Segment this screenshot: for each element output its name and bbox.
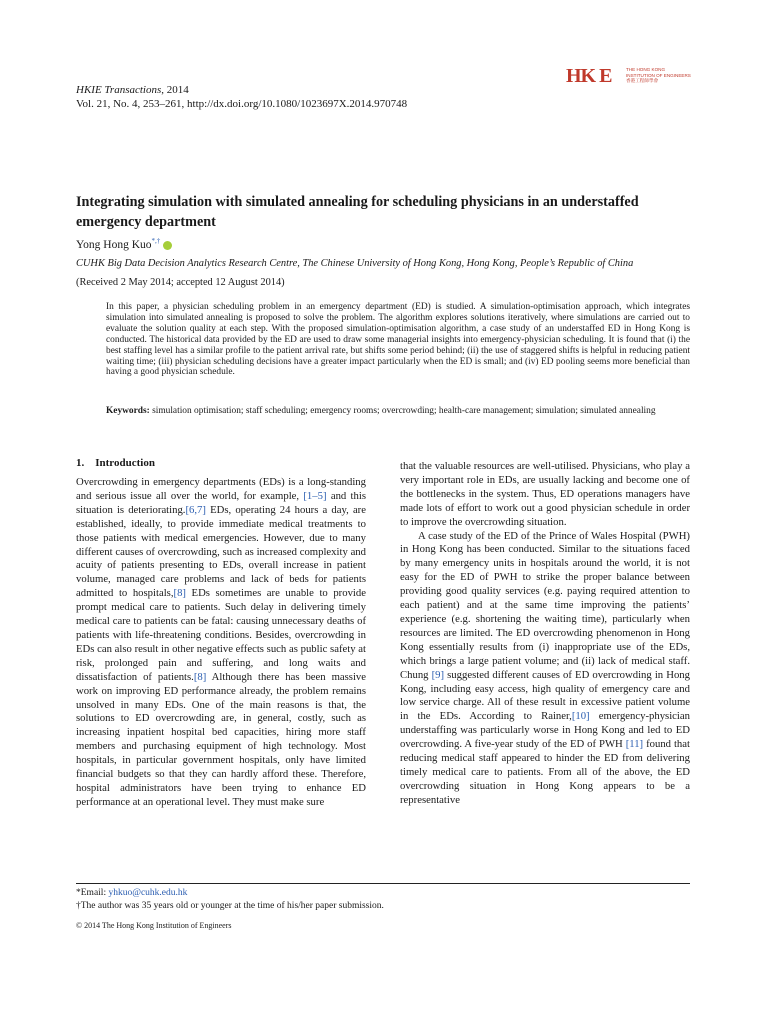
column-right [400, 460, 690, 808]
doi-line: Vol. 21, No. 4, 253–261, http://dx.doi.org/10.1080/1023697X.2014.970748 [76, 98, 408, 110]
keywords-text: simulation optimisation; staff scheduling; emergency rooms; overcrowding; health-care management; simulation; simulated annealing [152, 406, 656, 416]
journal-name: HKIE Transactions [76, 84, 162, 96]
citation-link[interactable]: [8] [173, 587, 186, 600]
author-name: Yong Hong Kuo [76, 238, 152, 251]
citation-link[interactable]: [8] [193, 670, 207, 683]
section-heading: 1. Introduction [76, 457, 155, 469]
intro-paragraph-continued: that the valuable resources are well-utilised. Physicians, who play a very important role in EDs, are usually lacking and become one of the bottlenecks in the system. Thus, ED operations managers have made lots of effort to work out a good physician schedule in order to improve the overcrowding situation. [400, 460, 690, 528]
footnotes [76, 887, 384, 912]
citation-link[interactable]: [11] [625, 738, 644, 751]
email-link[interactable]: yhkuo@cuhk.edu.hk [108, 888, 188, 898]
journal-citation [76, 83, 407, 111]
intro-paragraph-2: A case study of the ED of the Prince of Wales Hospital (PWH) in Hong Kong has been conducted. Similar to the situations faced by many emergency units in hospitals around the world, it is not easy for the ED of PWH to strike the proper balance between providing good quality services (e.g. paying required attention to each patient) and at the same time improving the patients’ experience (e.g. shortening the waiting time), particularly when resources are limited. The ED overcrowding phenomenon in Hong Kong essentially results from (i) inappropriate use of the EDs, which brings a large patient volume; and (ii) lack of medical staff. Chung [9] suggested different causes of ED overcrowding in Hong Kong, including easy access, high quality of emergency care and low service charge. All of these result in excessive patient volume in the EDs. According to Rainer,[10] emergency-physician understaffing was particularly worse in Hong Kong and led to ED overcrowding. A five-year study of the ED of PWH [11] found that reducing medical staff appeared to hinder the ED from delivering timely medical care to patients. From all of the above, the ED overcrowding situation in Hong Kong appears to be a representative [400, 529, 690, 806]
orcid-icon[interactable] [163, 241, 172, 250]
logo-text: THE HONG KONG INSTITUTION OF ENGINEERS 香港工程師學會 [626, 67, 691, 84]
affiliation: CUHK Big Data Decision Analytics Research Centre, The Chinese University of Hong Kong, Hong Kong, People’s Republic of China [76, 258, 634, 269]
citation-link[interactable]: [10] [571, 710, 590, 723]
author-marks: *,† [151, 237, 161, 245]
received-dates: (Received 2 May 2014; accepted 12 August 2014) [76, 277, 285, 288]
hkie-logo [566, 65, 691, 88]
intro-paragraph-1: Overcrowding in emergency departments (EDs) is a long-standing and serious issue all over the world, for example, [1–5] and this situation is deteriorating.[6,7] EDs, operating 24 hours a day, are established, ideally, to provide immediate medical treatments to those patients with medical emergencies. However, due to many different causes of overcrowding, such as increased complexity and acuity of patients presenting to EDs, overall increase in patient volume, managed care problems and lack of beds for patients admitted to hospitals,[8] EDs sometimes are unable to provide prompt medical care to patients. Such delay in delivering timely medical care to patients can be fatal: causing unnecessary deaths of patients with life-threatening conditions. Besides, overcrowding in EDs can also result in other negative effects such as public safety at risk, prolonged pain and suffering, and long waits and dissatisfaction of patients.[8] Although there has been massive work on improving ED performance already, the problem remains unsolved in many EDs. One of the main reasons is that, the solutions to ED overcrowding are, in general, costly, such as increasing inpatient hospital bed capacities, hiring more staff members and purchasing equipment of high technology. Most hospitals, in particular government hospitals, only have limited financial budgets so that they can hardly afford these. Therefore, hospital administrators have been trying to enhance ED performance at an operational level. They must make sure [76, 476, 366, 808]
author [76, 234, 172, 252]
citation-link[interactable]: [9] [431, 668, 445, 681]
paper-title: Integrating simulation with simulated annealing for scheduling physicians in an understaffed emergency department [76, 194, 639, 230]
copyright: © 2014 The Hong Kong Institution of Engineers [76, 921, 232, 930]
abstract: In this paper, a physician scheduling problem in an emergency department (ED) is studied. A simulation-optimisation approach, which integrates simulation into simulated annealing is proposed to solve the problem. The algorithm explores solutions iteratively, where simulations are carried out to evaluate the solution quality at each step. With the proposed simulation-optimisation algorithm, a case study of an understaffed ED in Hong Kong is conducted. The historical data provided by the ED are used to draw some managerial insights into emergency-physician scheduling. It is found that (i) the best staffing level has a similar profile to the patient arrival rate, but shifts some period behind; (ii) the use of staggered shifts is helpful in reducing patient waiting time; (iii) physician scheduling decisions have a greater impact particularly when the ED is small; and (iv) ED pooling seems more beneficial than having a good physician schedule. [106, 302, 690, 378]
keywords [106, 405, 690, 417]
keywords-label: Keywords: [106, 406, 150, 416]
citation-link[interactable]: [1–5] [303, 489, 327, 502]
column-left [76, 476, 366, 810]
citation-link[interactable]: [6,7] [185, 503, 206, 516]
author-note: †The author was 35 years old or younger at the time of his/her paper submission. [76, 900, 384, 911]
logo-mark: HK E [566, 65, 612, 87]
journal-year: , 2014 [161, 84, 189, 96]
email-label: *Email: [76, 888, 109, 898]
footnote-divider [76, 883, 690, 884]
